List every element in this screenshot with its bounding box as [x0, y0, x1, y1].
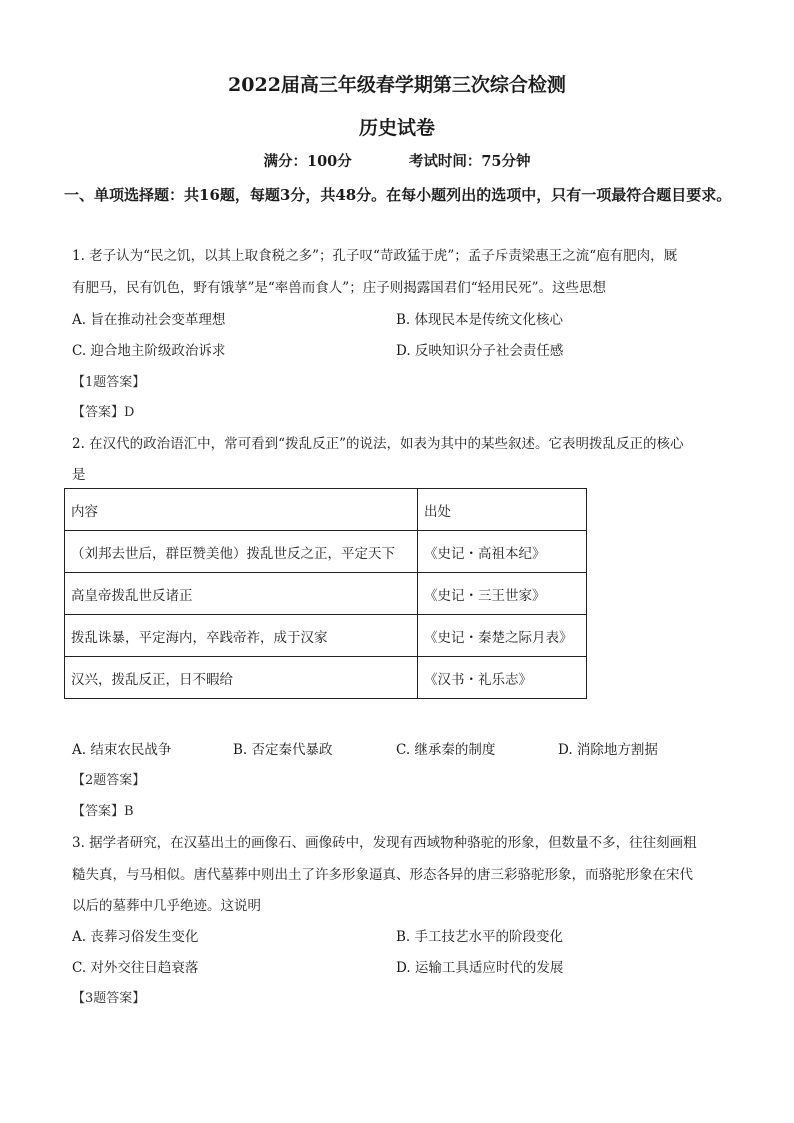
q2-answer: 【答案】B — [72, 804, 134, 819]
table-row — [65, 615, 587, 657]
q3-stem-line: 糙失真，与马相似。唐代墓葬中则出土了许多形象逼真、形态各异的唐三彩骆驼形象，而骆驼形象在宋代 — [72, 867, 693, 883]
q3-option-c: C. 对外交往日趋衰落 — [72, 960, 199, 976]
table-cell: 《汉书・礼乐志》 — [418, 657, 587, 699]
q2-option-a: A. 结束农民战争 — [72, 742, 172, 758]
source-table — [64, 488, 587, 699]
q2-stem-line: 是 — [72, 467, 86, 483]
exam-meta — [0, 150, 794, 171]
q3-answer-tag: 【3题答案】 — [72, 991, 146, 1006]
q2-answer-tag: 【2题答案】 — [72, 773, 146, 788]
q1-answer-tag: 【1题答案】 — [72, 375, 146, 390]
table-cell: 《史记・三王世家》 — [418, 573, 587, 615]
q1-stem-line: 1. 老子认为“民之饥，以其上取食税之多”；孔子叹“苛政猛于虎”；孟子斥责梁惠王之流“庖有肥肉，厩 — [72, 248, 678, 264]
table-cell: 高皇帝拨乱世反诸正 — [65, 573, 418, 615]
table-cell: 《史记・高祖本纪》 — [418, 531, 587, 573]
q1-option-c: C. 迎合地主阶级政治诉求 — [72, 343, 226, 359]
exam-title: 2022届高三年级春学期第三次综合检测 — [228, 74, 566, 96]
table-header-row — [65, 489, 587, 531]
table-row — [65, 531, 587, 573]
exam-time: 考试时间：75分钟 — [408, 153, 531, 170]
q1-answer: 【答案】D — [72, 405, 135, 420]
table-cell: 汉兴，拨乱反正，日不暇给 — [65, 657, 418, 699]
q2-stem-line: 2. 在汉代的政治语汇中，常可看到“拨乱反正”的说法，如表为其中的某些叙述。它表明拨乱反正的核心 — [72, 436, 684, 452]
q2-option-c: C. 继承秦的制度 — [396, 742, 496, 758]
exam-subject: 历史试卷 — [358, 117, 435, 139]
table-cell: 拨乱诛暴，平定海内，卒践帝祚，成于汉家 — [65, 615, 418, 657]
q3-option-d: D. 运输工具适应时代的发展 — [396, 960, 564, 976]
section-heading: 一、单项选择题：共16题，每题3分，共48分。在每小题列出的选项中，只有一项最符合题目要求。 — [64, 186, 732, 204]
q3-stem-line: 3. 据学者研究，在汉墓出土的画像石、画像砖中，发现有西域物种骆驼的形象，但数量不多，往往刻画粗 — [72, 835, 697, 851]
table-header: 出处 — [418, 489, 587, 531]
table-row — [65, 657, 587, 699]
q2-option-b: B. 否定秦代暴政 — [233, 742, 333, 758]
q1-option-b: B. 体现民本是传统文化核心 — [396, 312, 564, 328]
table-header: 内容 — [65, 489, 418, 531]
q1-option-a: A. 旨在推动社会变革理想 — [72, 312, 226, 328]
q1-stem-line: 有肥马，民有饥色，野有饿莩”是“率兽而食人”；庄子则揭露国君们“轻用民死”。这些思想 — [72, 280, 607, 296]
q3-option-b: B. 手工技艺水平的阶段变化 — [396, 929, 564, 945]
q2-option-d: D. 消除地方割据 — [558, 742, 658, 758]
full-score: 满分：100分 — [263, 153, 352, 170]
table-cell: 《史记・秦楚之际月表》 — [418, 615, 587, 657]
q3-option-a: A. 丧葬习俗发生变化 — [72, 929, 199, 945]
q3-stem-line: 以后的墓葬中几乎绝迹。这说明 — [72, 898, 261, 914]
table-row — [65, 573, 587, 615]
table-cell: （刘邦去世后，群臣赞美他）拨乱世反之正，平定天下 — [65, 531, 418, 573]
q1-option-d: D. 反映知识分子社会责任感 — [396, 343, 564, 359]
